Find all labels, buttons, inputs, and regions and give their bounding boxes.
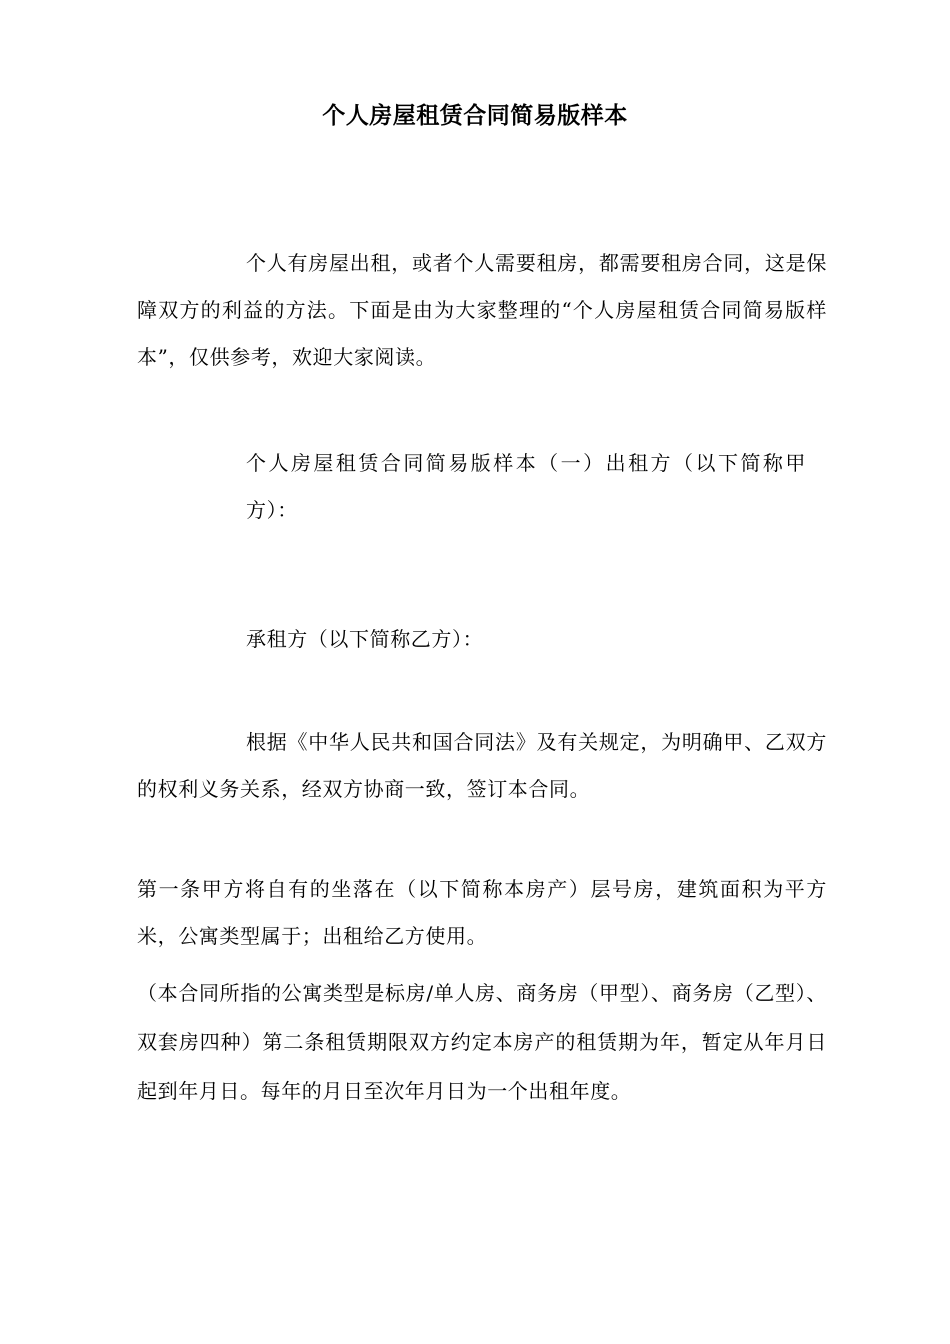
intro-paragraph: 个人有房屋出租，或者个人需要租房，都需要租房合同，这是保障双方的利益的方法。下面是由为大家整理的“个人房屋租赁合同简易版样本”，仅供参考，欢迎大家阅读。: [137, 251, 827, 369]
lessee-line: 承租方（以下简称乙方）：: [246, 627, 484, 651]
article-one-paragraph: 第一条甲方将自有的坐落在（以下简称本房产）层号房，建筑面积为平方米，公寓类型属于；出租给乙方使用。: [137, 877, 827, 948]
document-title: 个人房屋租赁合同简易版样本: [322, 103, 628, 129]
apartment-type-and-term-paragraph: （本合同所指的公寓类型是标房/单人房、商务房（甲型）、商务房（乙型）、双套房四种）第二条租赁期限双方约定本房产的租赁期为年，暂定从年月日起到年月日。每年的月日至次年月日为一个出租年度。: [137, 981, 827, 1103]
basis-paragraph: 根据《中华人民共和国合同法》及有关规定，为明确甲、乙双方的权利义务关系，经双方协商一致，签订本合同。: [137, 730, 827, 801]
lessor-line: 个人房屋租赁合同简易版样本（一）出租方（以下简称甲方）：: [246, 451, 806, 522]
